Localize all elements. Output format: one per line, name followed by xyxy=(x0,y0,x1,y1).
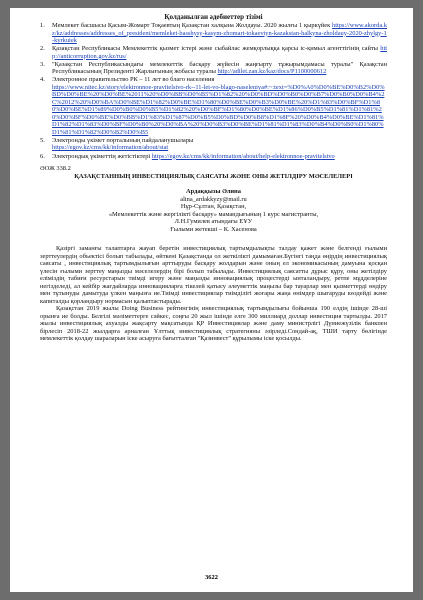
reference-description: Қазақстан Республикасы Мемлекеттік қызмет істері және сыбайлас жемқорлыққа қарсы іс-қимыл агенттігінің сайты xyxy=(52,45,378,53)
page-content xyxy=(40,14,387,343)
reference-text xyxy=(52,45,387,60)
reference-text xyxy=(52,153,387,161)
udc-code: ӘОЖ 338.2 xyxy=(40,165,71,173)
reference-item xyxy=(40,61,387,76)
author-university: Л.Н.Гумилев атындағы ЕҰУ xyxy=(174,218,253,226)
reference-item xyxy=(40,153,387,161)
author-affiliation: «Мемлекеттік және жергілікті басқару» мамандығының 1 курс магистранты, xyxy=(108,210,319,218)
reference-item xyxy=(40,22,387,45)
reference-text xyxy=(52,76,387,136)
reference-item xyxy=(40,45,387,60)
reference-item xyxy=(40,137,387,152)
reference-description: Мемлекет басшысы Қасым-Жомарт Тоқаевтың Қазақстан халқына Жолдауы. 2020 жылғы 1 қыркүйек xyxy=(52,22,331,30)
reference-description: "Қазақстан Республикасындағы мемлекеттік басқару жүйесін жаңғырту тұжырымдамасы туралы" Қазақстан Республикасының Президенті Жарлығының жобасы туралы xyxy=(52,60,387,76)
reference-link[interactable]: http://anticorruption.gov.kz/rus/ xyxy=(52,45,387,60)
reference-text xyxy=(52,61,387,76)
reference-number: 4. xyxy=(40,76,45,84)
author-name: Ардаққызы Әлина xyxy=(186,188,241,196)
references-title: Қолданылған әдебиеттер тізімі xyxy=(164,13,263,21)
reference-link[interactable]: https://www.nitec.kz/story/elektronnoe-pravitelstvo-rk--11-let-vo-blago-naseleniya#:~:text=%D0%A0%D0%BE%D0%B2%D0%BD%D0%BE%20%D0%BE%2011%20%D0%BB%D0%B5%D1%82%20%D0%BD%D0%B0%D0%B7%D0%B0%D0%B4%2C%2012%20%D0%BA%D0%BE%D1%82%D0%BE%D1%80%D0%BE%D0%B3%D0%BE%20%D1%83%D0%BF%D1%80%D0%BE%D1%89%D0%B0%D0%B5%D1%82%20%D0%BF%D1%80%D0%BE%D1%86%D0%B5%D1%81%D1%81%20%D0%BF%D0%BE%D0%BB%D1%83%D1%87%D0%B5%D0%BD%D0%B8%D1%8F%20%D0%B4%D0%BE%D1%81%D1%82%D1%83%D0%BF%D0%B0%20%D0%BA%20%D0%B3%D0%BE%D1%81%D1%83%D0%B4%D0%B0%D1%80%D1%81%D1%82%D0%B2%D0%B5 xyxy=(52,83,385,136)
reference-number: 3. xyxy=(40,60,45,68)
body-paragraph: Қазақстан 2019 жылы Doing Business рейтингінің инвестициялық тартымдылығы бойынша 190 елдің ішінде 28-ші орынға ие болды. Белгілі мәліметтерге сәйкес, соңғы 20 жыл ішінде елге 300 миллиард доллар инвестиция тартылды. 2017 жылы инвестициялық ахуалды жақсарту мақсатында ҚР Инвестициялар және даму министрлігі Дүниежүзілік банкпен бірлесіп 2018-22 жылдарға арналған Ұлттық инвестициялық стратегияны әзірледі.Сондай-ақ, ТШИ тарту бөлігінде мемлекеттік қолдау шараларын іске асыруға бағытталған "Қазинвест" құрылымы іске қосылды. xyxy=(40,305,387,343)
reference-text xyxy=(52,137,387,152)
reference-description: Электронды үкімет порталының пайдаланушылары xyxy=(52,136,194,144)
reference-link[interactable]: https://egov.kz/cms/kk/information/about/help-elektronnoe-pravitelstvo xyxy=(151,152,335,160)
reference-number: 5. xyxy=(40,136,45,144)
reference-item xyxy=(40,76,387,136)
reference-description: Электронное правительство РК – 11 лет во благо населения xyxy=(52,76,215,84)
reference-text xyxy=(52,22,387,45)
reference-link[interactable]: http://adilet.zan.kz/kaz/docs/P1100000612 xyxy=(217,68,327,76)
author-email: alina_ardakkyzy@mail.ru xyxy=(180,195,247,203)
reference-link[interactable]: https://www.akorda.kz/kz/addresses/addresses_of_president/memleket-basshysy-kasym-zhomart-tokaevtyn-kazakstan-halkyna-zholdauy-2020-zhylgy-1-kyrkuiek xyxy=(52,22,387,45)
body-paragraph: Қазіргі заманғы талаптарға жауап беретін инвестициялық тартымдылықты талдау қажет және белгенді ғылыми зерттеулердің объектісі болып табылады, өйткені Қазақстанда ол жеткілікті дамымаған.Бүгінгі таңда өңірдің инвестициялық саясаты , инвестициялық тартымдылығын арттыруды басқару жолдарын және оның ел экономикасының дамуына қосқан үлесін ғылыми зерттеу маңызды мәселелердің бірі болып табылады. Инвестициялық саясатты дұрыс құру, оны жетілдіру еліміздің табиғи ресурстарын тиімді игеру және маңызды инновациялық процестерді ынталандыру, ретпе мұдделеріне негізделеді, ал кейбір жағдайларда инновацияларға тікелей қатысу әлеуметтік маңызы бар тауарлар мен қызметтерді өндіру мен тұтынуды дамытуда үлкен маңызға ие.Тиімді инвестициялар тиімділігі жоғары жаңа өнімдер шығаруды көздейді және капиталды қорландыру нормасын қалыптастырады. xyxy=(40,245,387,305)
reference-description: Электрондық үкіметтің жетістіктері xyxy=(52,152,151,160)
reference-number: 1. xyxy=(40,22,45,30)
reference-number: 2. xyxy=(40,45,45,53)
page-number: 3622 xyxy=(205,574,218,581)
scientific-supervisor: Ғылыми жетекші – К. Хасенова xyxy=(170,225,257,233)
reference-link[interactable]: https://egov.kz/cms/kk/information/about/stat xyxy=(52,144,169,152)
document-page xyxy=(10,8,413,592)
article-title: ҚАЗАҚСТАННЫҢ ИНВЕСТИЦИЯЛЫҚ САЯСАТЫ ЖӘНЕ ОНЫ ЖЕТІЛДІРУ МӘСЕЛЕЛЕРІ xyxy=(74,172,353,180)
author-city: Нұр-Сұлтан, Қазақстан, xyxy=(180,203,247,211)
reference-number: 6. xyxy=(40,152,45,160)
